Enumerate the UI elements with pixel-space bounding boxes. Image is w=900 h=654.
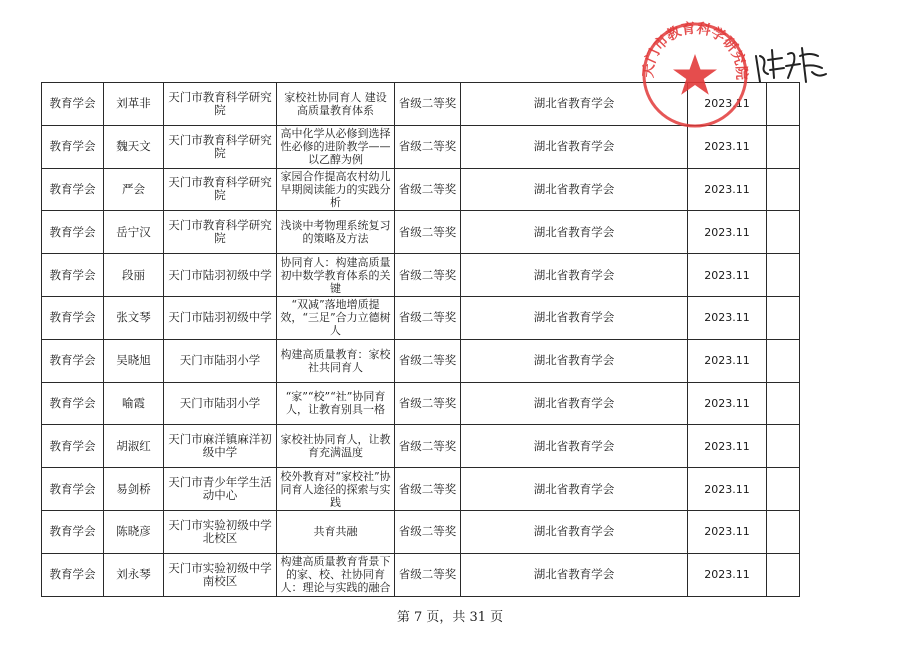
date-cell: 2023.11 — [688, 211, 767, 254]
note-cell — [767, 468, 800, 511]
issuer-cell: 湖北省教育学会 — [461, 296, 688, 339]
awards-table — [41, 82, 800, 597]
level-cell: 省级二等奖 — [395, 339, 461, 382]
date-cell: 2023.11 — [688, 425, 767, 468]
date-cell: 2023.11 — [688, 510, 767, 553]
level-cell: 省级二等奖 — [395, 296, 461, 339]
date-cell: 2023.11 — [688, 553, 767, 596]
table-row — [42, 296, 800, 339]
level-cell: 省级二等奖 — [395, 553, 461, 596]
issuer-cell: 湖北省教育学会 — [461, 510, 688, 553]
name-cell: 陈晓彦 — [104, 510, 164, 553]
name-cell: 段丽 — [104, 254, 164, 297]
date-cell: 2023.11 — [688, 83, 767, 126]
handwritten-signature — [752, 42, 830, 88]
unit-cell: 天门市教育科学研究院 — [164, 83, 277, 126]
unit-cell: 天门市教育科学研究院 — [164, 168, 277, 211]
org-cell: 教育学会 — [42, 83, 104, 126]
table-row — [42, 425, 800, 468]
title-cell: 协同育人：构建高质量初中数学教育体系的关键 — [277, 254, 395, 297]
date-cell: 2023.11 — [688, 296, 767, 339]
unit-cell: 天门市实验初级中学南校区 — [164, 553, 277, 596]
note-cell — [767, 296, 800, 339]
unit-cell: 天门市陆羽小学 — [164, 339, 277, 382]
title-cell: 家园合作提高农村幼儿早期阅读能力的实践分析 — [277, 168, 395, 211]
unit-cell: 天门市青少年学生活动中心 — [164, 468, 277, 511]
date-cell: 2023.11 — [688, 382, 767, 425]
name-cell: 易剑桥 — [104, 468, 164, 511]
date-cell: 2023.11 — [688, 125, 767, 168]
title-cell: 家校社协同育人，让教育充满温度 — [277, 425, 395, 468]
title-cell: 高中化学从必修到选择性必修的进阶教学——以乙醇为例 — [277, 125, 395, 168]
note-cell — [767, 339, 800, 382]
issuer-cell: 湖北省教育学会 — [461, 168, 688, 211]
name-cell: 岳宁汉 — [104, 211, 164, 254]
note-cell — [767, 510, 800, 553]
title-cell: 构建高质量教育：家校社共同育人 — [277, 339, 395, 382]
level-cell: 省级二等奖 — [395, 211, 461, 254]
name-cell: 吴晓旭 — [104, 339, 164, 382]
issuer-cell: 湖北省教育学会 — [461, 425, 688, 468]
name-cell: 胡淑红 — [104, 425, 164, 468]
note-cell — [767, 382, 800, 425]
unit-cell: 天门市陆羽初级中学 — [164, 254, 277, 297]
name-cell: 严会 — [104, 168, 164, 211]
level-cell: 省级二等奖 — [395, 382, 461, 425]
note-cell — [767, 425, 800, 468]
level-cell: 省级二等奖 — [395, 83, 461, 126]
org-cell: 教育学会 — [42, 425, 104, 468]
seal-star-icon — [673, 54, 717, 95]
table-row — [42, 254, 800, 297]
table-row — [42, 168, 800, 211]
unit-cell: 天门市陆羽小学 — [164, 382, 277, 425]
org-cell: 教育学会 — [42, 168, 104, 211]
org-cell: 教育学会 — [42, 468, 104, 511]
org-cell: 教育学会 — [42, 553, 104, 596]
unit-cell: 天门市教育科学研究院 — [164, 211, 277, 254]
date-cell: 2023.11 — [688, 168, 767, 211]
level-cell: 省级二等奖 — [395, 510, 461, 553]
table-row — [42, 382, 800, 425]
level-cell: 省级二等奖 — [395, 468, 461, 511]
table-row — [42, 553, 800, 596]
issuer-cell: 湖北省教育学会 — [461, 125, 688, 168]
org-cell: 教育学会 — [42, 510, 104, 553]
name-cell: 喻霞 — [104, 382, 164, 425]
title-cell: “家”“校”“社”协同育人，让教育别具一格 — [277, 382, 395, 425]
table-row — [42, 125, 800, 168]
note-cell — [767, 83, 800, 126]
date-cell: 2023.11 — [688, 468, 767, 511]
title-cell: 家校社协同育人 建设高质量教育体系 — [277, 83, 395, 126]
note-cell — [767, 168, 800, 211]
title-cell: 浅谈中考物理系统复习的策略及方法 — [277, 211, 395, 254]
unit-cell: 天门市陆羽初级中学 — [164, 296, 277, 339]
org-cell: 教育学会 — [42, 125, 104, 168]
table-body — [42, 83, 800, 597]
note-cell — [767, 125, 800, 168]
seal-text: 天门市教育科学研究院 — [640, 20, 750, 81]
issuer-cell: 湖北省教育学会 — [461, 83, 688, 126]
table-row — [42, 339, 800, 382]
date-cell: 2023.11 — [688, 339, 767, 382]
issuer-cell: 湖北省教育学会 — [461, 254, 688, 297]
issuer-cell: 湖北省教育学会 — [461, 468, 688, 511]
org-cell: 教育学会 — [42, 296, 104, 339]
issuer-cell: 湖北省教育学会 — [461, 339, 688, 382]
table-row — [42, 468, 800, 511]
level-cell: 省级二等奖 — [395, 168, 461, 211]
note-cell — [767, 553, 800, 596]
title-cell: 构建高质量教育背景下的家、校、社协同育人：理论与实践的融合 — [277, 553, 395, 596]
name-cell: 魏天文 — [104, 125, 164, 168]
name-cell: 张文琴 — [104, 296, 164, 339]
title-cell: 共育共融 — [277, 510, 395, 553]
org-cell: 教育学会 — [42, 382, 104, 425]
table-row — [42, 510, 800, 553]
issuer-cell: 湖北省教育学会 — [461, 211, 688, 254]
unit-cell: 天门市实验初级中学北校区 — [164, 510, 277, 553]
issuer-cell: 湖北省教育学会 — [461, 382, 688, 425]
page-footer: 第 7 页，共 31 页 — [396, 610, 504, 625]
org-cell: 教育学会 — [42, 339, 104, 382]
level-cell: 省级二等奖 — [395, 254, 461, 297]
note-cell — [767, 254, 800, 297]
official-seal — [640, 20, 750, 130]
title-cell: “双减”落地增质提效，“三足”合力立德树人 — [277, 296, 395, 339]
org-cell: 教育学会 — [42, 211, 104, 254]
unit-cell: 天门市教育科学研究院 — [164, 125, 277, 168]
title-cell: 校外教育对“家校社”协同育人途径的探索与实践 — [277, 468, 395, 511]
note-cell — [767, 211, 800, 254]
table-row — [42, 211, 800, 254]
org-cell: 教育学会 — [42, 254, 104, 297]
issuer-cell: 湖北省教育学会 — [461, 553, 688, 596]
level-cell: 省级二等奖 — [395, 425, 461, 468]
unit-cell: 天门市麻洋镇麻洋初级中学 — [164, 425, 277, 468]
name-cell: 刘永琴 — [104, 553, 164, 596]
name-cell: 刘革非 — [104, 83, 164, 126]
date-cell: 2023.11 — [688, 254, 767, 297]
level-cell: 省级二等奖 — [395, 125, 461, 168]
